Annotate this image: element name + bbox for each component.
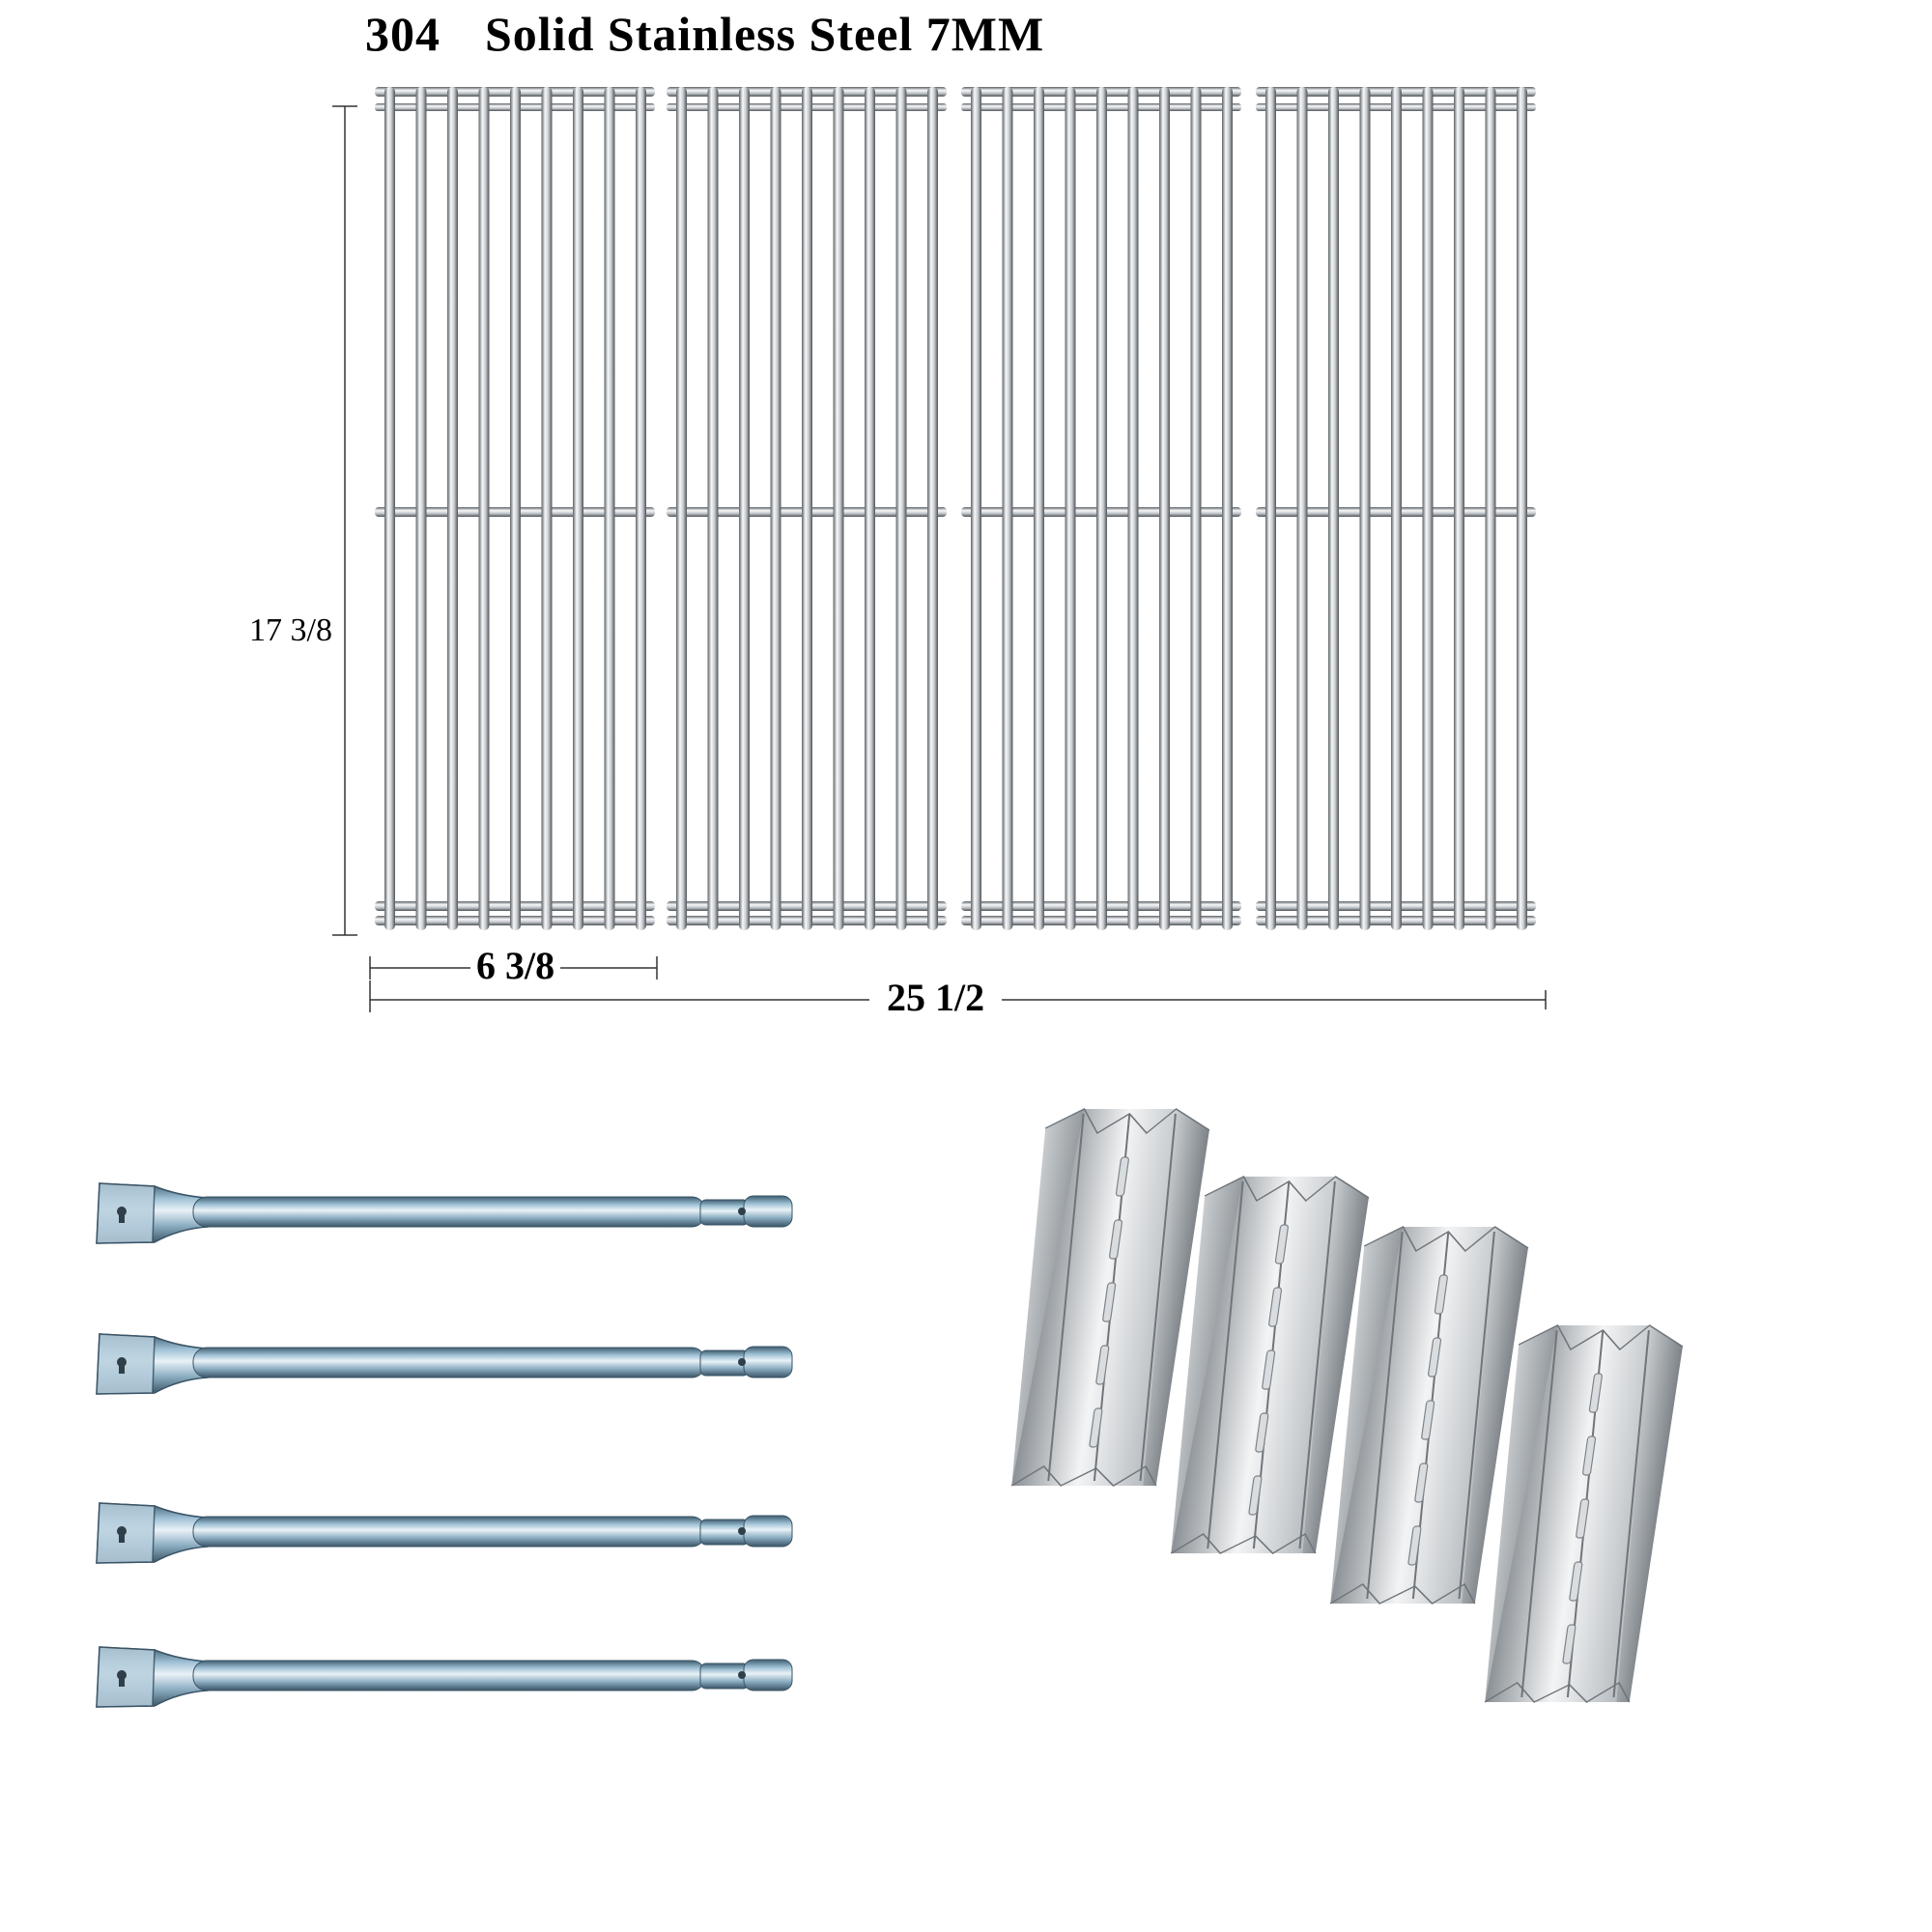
grate-rod — [802, 87, 812, 930]
heat-plates — [995, 1109, 1686, 1702]
grate-rod — [573, 87, 583, 930]
grate-rod — [1454, 87, 1464, 930]
grate-rod — [1423, 87, 1434, 930]
grate-rod — [834, 87, 844, 930]
grate-rod — [927, 87, 938, 930]
grate-rod — [708, 87, 719, 930]
cooking-grate — [375, 87, 655, 930]
grate-rod — [447, 87, 458, 930]
grate-rod — [1328, 87, 1339, 930]
grate-rod — [1065, 87, 1076, 930]
grate-rod — [896, 87, 907, 930]
grate-rod — [542, 87, 553, 930]
grate-rod — [676, 87, 687, 930]
grate-rod — [1222, 87, 1233, 930]
cooking-grate — [961, 87, 1241, 930]
grate-rod — [739, 87, 750, 930]
grate-rod — [384, 87, 395, 930]
burner-tube — [97, 1503, 792, 1563]
grate-rod — [479, 87, 490, 930]
height-dimension-label: 17 3/8 — [249, 612, 332, 648]
grate-rod — [971, 87, 981, 930]
grate-rod — [1297, 87, 1308, 930]
grate-rod — [416, 87, 427, 930]
grate-rod — [1391, 87, 1402, 930]
burner-tube — [97, 1183, 792, 1243]
grate-rod — [1003, 87, 1013, 930]
grate-rod — [1191, 87, 1202, 930]
burner-tube — [97, 1647, 792, 1707]
grate-rod — [1128, 87, 1139, 930]
grate-rod — [771, 87, 781, 930]
grate-rod — [1486, 87, 1496, 930]
cooking-grates — [375, 87, 1536, 930]
grate-rod — [1096, 87, 1107, 930]
grate-rod — [605, 87, 615, 930]
grate-rod — [1265, 87, 1276, 930]
grate-rod — [1034, 87, 1044, 930]
burner-tube — [97, 1334, 792, 1394]
grate-rod — [636, 87, 646, 930]
cooking-grate — [667, 87, 947, 930]
product-title: 304 Solid Stainless Steel 7MM — [365, 7, 1045, 61]
burner-tubes — [97, 1183, 792, 1707]
heat-plate — [995, 1109, 1212, 1486]
grate-rod — [1159, 87, 1170, 930]
total-width-dimension-label: 25 1/2 — [869, 979, 1002, 1017]
grate-rod — [1517, 87, 1527, 930]
cooking-grate — [1256, 87, 1536, 930]
grate-rod — [1360, 87, 1371, 930]
grate-rod — [865, 87, 875, 930]
grate-rod — [510, 87, 521, 930]
grate-width-dimension-label: 6 3/8 — [470, 947, 560, 985]
